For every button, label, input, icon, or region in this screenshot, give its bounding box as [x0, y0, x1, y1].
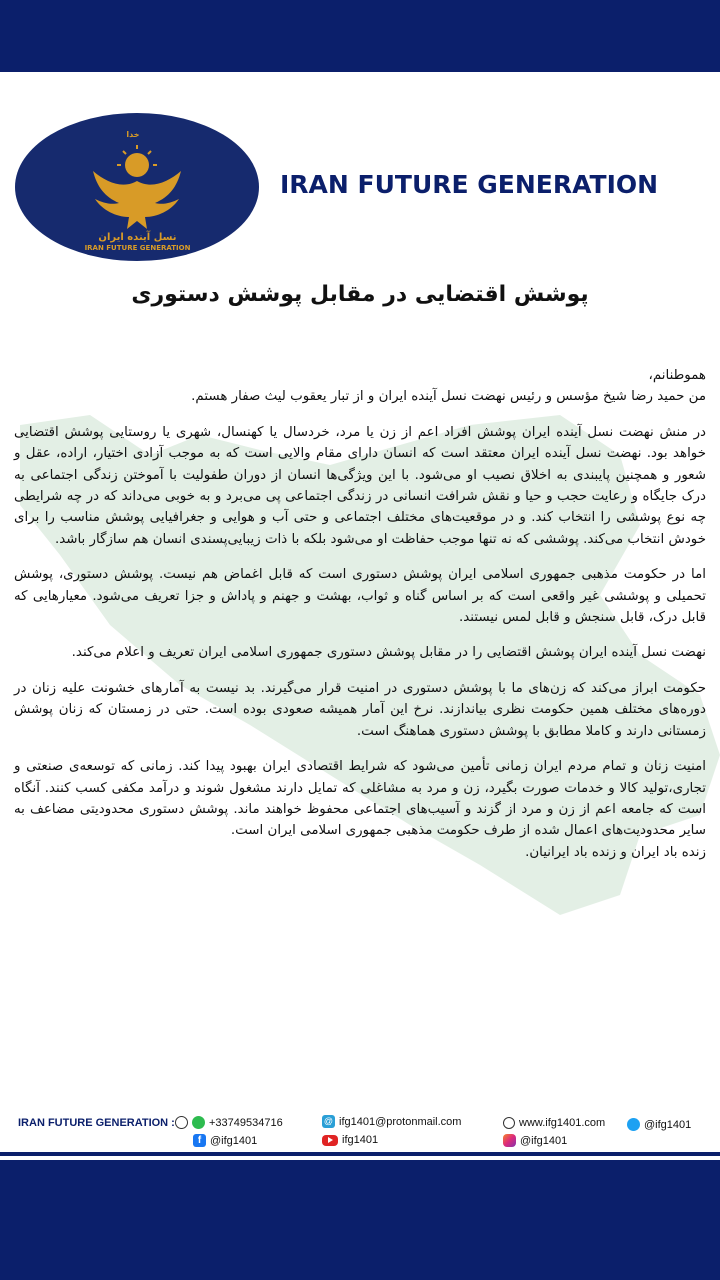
youtube-icon: [322, 1135, 338, 1146]
logo-text-en: IRAN FUTURE GENERATION: [84, 244, 191, 252]
closing-line: زنده باد ایران و زنده باد ایرانیان.: [525, 844, 706, 860]
email-item[interactable]: [322, 1115, 461, 1128]
email-icon: @: [323, 1116, 334, 1126]
document-body: [14, 365, 706, 863]
intro-paragraph: من حمید رضا شیخ مؤسس و رئیس نهضت نسل آینده ایران و از تبار یعقوب لیث صفار هستم.: [191, 389, 706, 405]
email-address[interactable]: ifg1401@protonmail.com: [339, 1115, 462, 1128]
twitter-item[interactable]: [627, 1118, 691, 1131]
youtube-item[interactable]: [322, 1134, 378, 1146]
facebook-icon: f: [193, 1134, 206, 1147]
paragraph-5: امنیت زنان و تمام مردم ایران زمانی تأمین می‌شود که شرایط اقتصادی ایران بهبود پیدا کند. زمانی که توسعه‌ی صنعتی و تجاری،تولید کالا و خدمات صورت بگیرد، زن و مرد به مشاغلی که تمایل دارند مشغول شوند و درآمد مکفی کسب کنند. آنگاه است که جامعه اعم از زن و مرد از گزند و آسیب‌های اجتماعی محفوظ خواهند ماند. پوشش دستوری محدودیتی مضاعف به سایر محدودیت‌های اعمال شده از طرف حکومت مذهبی جمهوری اسلامی ایران است.: [14, 759, 706, 839]
paragraph-2: اما در حکومت مذهبی جمهوری اسلامی ایران پوشش دستوری است که قابل اغماض هم نیست. پوشش دستوری، پوشش تحمیلی و پوششی غیر واقعی است که بر اساس گناه و ثواب، بهشت و جهنم و پاداش و جزا تعریف می‌شود. معیارهایی که قابل درک، قابل سنجش و قابل لمس نیستند.: [14, 567, 706, 626]
website-item[interactable]: [503, 1117, 605, 1129]
document-title: پوشش اقتضایی در مقابل پوشش دستوری: [131, 282, 589, 307]
phone-number[interactable]: +33749534716: [209, 1116, 283, 1129]
web-icon: [503, 1117, 515, 1129]
paragraph-1: در منش نهضت نسل آینده ایران پوشش افراد اعم از زن یا مرد، خردسال یا کهنسال، شهری یا روستایی پوشش اقتضایی خواهد بود. نهضت نسل آینده ایران معتقد است که انسان دارای مقام والایی است که به موجب آزادی اختیار، اراده، عقل و شعور و همچنین پایبندی به اخلاق نصیب او می‌شود. با این ویژگی‌ها انسان از دوران طفولیت با آموختن زندگی اجتماعی به درک جایگاه و رعایت حجب و حیا و نقش شرافت انسانی در زندگی اجتماعی پی می‌برد و به خوبی می‌داند که در چه شرایطی چه نوع پوششی را انتخاب کند. و در موقعیت‌های مختلف اجتماعی و حتی آب و هوایی و جغرافیایی پوشش مناسب را برای خودش انتخاب می‌کند. پوششی که نه تنها موجب حفاظت او می‌شود بلکه با ذات زیبایی‌پسندی انسان هم سازگار باشد.: [14, 424, 706, 547]
org-title: IRAN FUTURE GENERATION: [280, 170, 659, 199]
whatsapp-icon: [192, 1116, 205, 1129]
instagram-icon: [503, 1134, 516, 1147]
logo-top-text: خدا: [126, 130, 140, 139]
paragraph-3: نهضت نسل آینده ایران پوشش اقتضایی را در مقابل پوشش دستوری جمهوری اسلامی ایران تعریف و اعلام می‌کند.: [71, 645, 706, 661]
footer-divider: [0, 1152, 720, 1156]
twitter-handle[interactable]: @ifg1401: [644, 1118, 692, 1131]
footer-label: IRAN FUTURE GENERATION :: [18, 1117, 175, 1129]
website-url[interactable]: www.ifg1401.com: [519, 1117, 606, 1129]
top-banner: [0, 0, 720, 72]
phone-icon: [175, 1116, 188, 1129]
instagram-item[interactable]: [503, 1134, 567, 1147]
bottom-banner: [0, 1160, 720, 1280]
logo-text-fa: نسل آینده ایران: [98, 232, 177, 243]
footer-label-item: [18, 1117, 175, 1129]
twitter-icon: [627, 1118, 640, 1131]
greeting: هموطنانم،: [648, 368, 706, 383]
phone-item[interactable]: [175, 1116, 283, 1129]
youtube-handle[interactable]: ifg1401: [342, 1134, 379, 1146]
facebook-handle[interactable]: @ifg1401: [210, 1134, 258, 1147]
paragraph-4: حکومت ابراز می‌کند که زن‌های ما با پوشش دستوری در امنیت قرار می‌گیرند. بد نیست به آمارهای خشونت علیه زنان در دوره‌های مختلف همین حکومت نظری بیاندازند. نرخ این آمار همیشه صعودی بوده است. حتی در زمستان که زنان پوشش زمستانی دارند و کاملا مطابق با پوشش دستوری هماهنگ است.: [14, 680, 706, 739]
instagram-handle[interactable]: @ifg1401: [520, 1134, 568, 1147]
contact-footer: [0, 1112, 720, 1152]
facebook-item[interactable]: [193, 1134, 257, 1147]
